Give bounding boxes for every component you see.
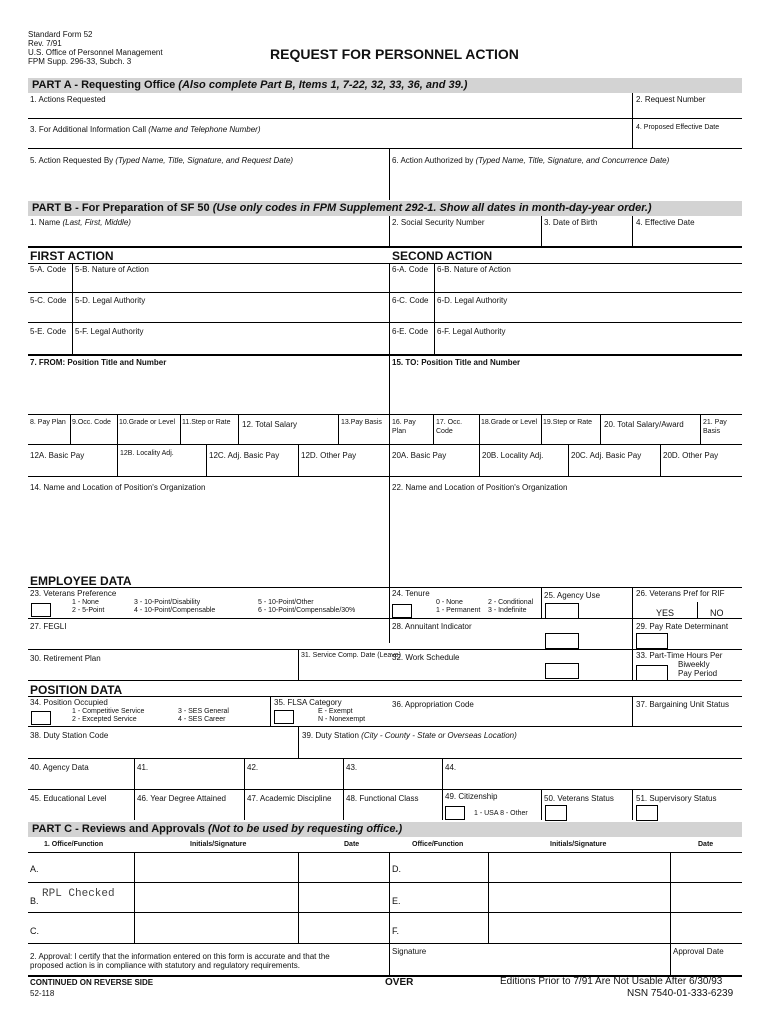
code-6c-label: 6-C. Code [392,296,429,305]
work-schedule-box[interactable] [545,663,579,679]
vet-opt-3: 3 - 10-Point/Disability [134,599,201,606]
form-stock-number: 52-118 [30,989,55,998]
position-data-heading: POSITION DATA [30,683,123,697]
position-occupied-label: 34. Position Occupied [30,698,108,707]
pay-basis-21-label-2: Basis [703,428,721,435]
part-a-header: PART A - Requesting Office (Also complete Part B, Items 1, 7-22, 32, 33, 36, and 39.) [28,78,742,93]
legal-6d-label: 6-D. Legal Authority [437,296,508,305]
citizenship-opts: 1 - USA 8 - Other [474,810,528,817]
editions-note: Editions Prior to 7/91 Are Not Usable After 6/30/93 [500,976,723,987]
org-14-label: 14. Name and Location of Position's Organization [30,483,206,492]
effective-date-label: 4. Effective Date [636,218,695,227]
basic-pay-20a-label: 20A. Basic Pay [392,451,447,460]
tenure-opt-1: 1 - Permanent [436,607,481,614]
work-schedule-label: 32. Work Schedule [392,653,460,662]
appropriation-label: 36. Appropriation Code [392,700,474,709]
pos-opt-3: 3 - SES General [178,708,229,715]
name-label: 1. Name (Last, First, Middle) [30,218,131,227]
actions-requested-field[interactable] [28,104,631,118]
flsa-opt-n: N - Nonexempt [318,716,366,723]
legal-5f-label: 5-F. Legal Authority [75,327,144,336]
agency-use-label: 25. Agency Use [544,591,601,600]
service-comp-label: 31. Service Comp. Date (Leave) [301,652,401,659]
occ-code-9-label: 9.Occ. Code [72,419,111,426]
col-office: 1. Office/Function [44,841,104,848]
other-pay-12d-label: 12D. Other Pay [301,451,357,460]
proposed-effective-date-label: 4. Proposed Effective Date [636,124,720,131]
to-position-label: 15. TO: Position Title and Number [392,358,521,367]
additional-info-label: 3. For Additional Information Call (Name and Telephone Number) [30,125,261,134]
nature-6b-label: 6-B. Nature of Action [437,265,511,274]
agency-44-label: 44. [445,763,457,772]
from-position-label: 7. FROM: Position Title and Number [30,358,167,367]
col-date: Date [344,841,360,848]
col-date-2: Date [698,841,714,848]
locality-12b-label: 12B. Locality Adj. [120,450,174,457]
citizenship-box[interactable] [445,806,465,820]
row-c: C. [30,926,39,936]
pay-plan-16-label: 16. Pay [392,419,416,426]
bargaining-label: 37. Bargaining Unit Status [636,700,729,709]
col-office-2: Office/Function [412,841,464,848]
employee-data-heading: EMPLOYEE DATA [30,574,132,588]
flsa-opt-e: E - Exempt [318,708,353,715]
grade-18-label: 18.Grade or Level [481,419,538,426]
signature-label: Signature [392,947,427,956]
rif-yes[interactable]: YES [656,608,675,618]
vet-opt-1: 1 - None [72,599,99,606]
other-pay-20d-label: 20D. Other Pay [663,451,719,460]
vet-opt-2: 2 - 5-Point [72,607,105,614]
total-salary-20-label: 20. Total Salary/Award [604,420,684,429]
academic-label: 47. Academic Discipline [247,794,332,803]
code-5c-label: 5-C. Code [30,296,67,305]
row-e: E. [392,896,401,906]
row-d: D. [392,864,401,874]
agency-use-box[interactable] [545,603,579,619]
row-a: A. [30,864,39,874]
part-time-hours-label-3: Pay Period [678,669,718,678]
agency-41-label: 41. [137,763,149,772]
veterans-pref-box[interactable] [31,603,51,617]
supervisory-label: 51. Supervisory Status [636,794,717,803]
citizenship-label: 49. Citizenship [445,792,498,801]
pay-rate-det-box[interactable] [636,633,668,649]
duty-station-code-label: 38. Duty Station Code [30,731,109,740]
legal-5d-label: 5-D. Legal Authority [75,296,146,305]
continued-reverse: CONTINUED ON REVERSE SIDE [30,978,154,987]
veterans-status-box[interactable] [545,805,567,821]
part-time-hours-label-2: Biweekly [678,660,710,669]
date-of-birth-label: 3. Date of Birth [544,218,598,227]
agency-data-label: 40. Agency Data [30,763,89,772]
over-label: OVER [385,977,414,988]
position-occupied-box[interactable] [31,711,51,725]
edu-level-label: 45. Educational Level [30,794,107,803]
form-agency: U.S. Office of Personnel Management [28,48,163,57]
step-11-label: 11.Step or Rate [182,419,231,426]
tenure-label: 24. Tenure [392,589,430,598]
tenure-opt-3: 3 - Indefinite [488,607,527,614]
duty-station-label: 39. Duty Station (City - County - State or Overseas Location) [302,731,517,740]
vet-opt-4: 4 - 10-Point/Compensable [134,607,216,614]
nature-5b-label: 5-B. Nature of Action [75,265,149,274]
part-time-hours-label: 33. Part-Time Hours Per [636,651,723,660]
first-action-heading: FIRST ACTION [30,249,114,263]
approval-date-label: Approval Date [673,947,724,956]
row-f: F. [392,926,400,936]
org-22-label: 22. Name and Location of Position's Organization [392,483,568,492]
pay-plan-16-label-2: Plan [392,428,407,435]
year-degree-label: 46. Year Degree Attained [137,794,226,803]
basic-pay-12a-label: 12A. Basic Pay [30,451,85,460]
col-initials: Initials/Signature [190,841,247,848]
supervisory-box[interactable] [636,805,658,821]
veterans-rif-label: 26. Veterans Pref for RIF [636,589,725,598]
flsa-box[interactable] [274,710,294,724]
tenure-opt-2: 2 - Conditional [488,599,534,606]
occ-code-17-label: 17. Occ. [436,419,463,426]
pos-opt-4: 4 - SES Career [178,716,226,723]
occ-code-17-label-2: Code [436,428,453,435]
form-supplement: FPM Supp. 296-33, Subch. 3 [28,57,132,66]
adj-basic-20c-label: 20C. Adj. Basic Pay [571,451,642,460]
pos-opt-2: 2 - Excepted Service [72,716,137,723]
annuitant-label: 28. Annuitant Indicator [392,622,472,631]
retirement-plan-label: 30. Retirement Plan [30,654,101,663]
agency-42-label: 42. [247,763,259,772]
code-6a-label: 6-A. Code [392,265,429,274]
second-action-heading: SECOND ACTION [392,249,493,263]
code-5e-label: 5-E. Code [30,327,67,336]
grade-10-label: 10.Grade or Level [119,419,176,426]
code-5a-label: 5-A. Code [30,265,67,274]
pay-basis-13-label: 13.Pay Basis [341,419,382,426]
part-time-box[interactable] [636,665,668,681]
form-number: Standard Form 52 [28,30,93,39]
action-requested-by-label: 5. Action Requested By (Typed Name, Title, Signature, and Request Date) [30,156,294,165]
flsa-label: 35. FLSA Category [274,698,342,707]
agency-43-label: 43. [346,763,358,772]
pay-plan-8-label: 8. Pay Plan [30,419,66,426]
adj-basic-12c-label: 12C. Adj. Basic Pay [209,451,280,460]
annuitant-box[interactable] [545,633,579,649]
approval-text-2: proposed action is in compliance with statutory and regulatory requirements. [30,961,300,970]
pos-opt-1: 1 - Competitive Service [72,708,145,715]
vet-opt-5: 5 - 10-Point/Other [258,599,314,606]
tenure-opt-0: 0 - None [436,599,463,606]
rpl-checked-stamp: RPL Checked [42,888,115,900]
row-b: B. [30,896,39,906]
form-title: REQUEST FOR PERSONNEL ACTION [270,46,519,62]
fegli-label: 27. FEGLI [30,622,67,631]
code-6e-label: 6-E. Code [392,327,429,336]
form-revision: Rev. 7/91 [28,39,62,48]
actions-requested-label: 1. Actions Requested [30,95,106,104]
pay-basis-21-label: 21. Pay [703,419,727,426]
nsn-number: NSN 7540-01-333-6239 [627,988,734,999]
ssn-label: 2. Social Security Number [392,218,485,227]
approval-text: 2. Approval: I certify that the information entered on this form is accurate and that the [30,952,330,961]
request-number-label: 2. Request Number [636,95,706,104]
veterans-status-label: 50. Veterans Status [544,794,614,803]
legal-6f-label: 6-F. Legal Authority [437,327,506,336]
pay-rate-det-label: 29. Pay Rate Determinant [636,622,729,631]
vet-opt-6: 6 - 10-Point/Compensable/30% [258,607,356,614]
step-19-label: 19.Step or Rate [543,419,593,426]
total-salary-12-label: 12. Total Salary [242,420,297,429]
part-b-header: PART B - For Preparation of SF 50 (Use only codes in FPM Supplement 292-1. Show all dates in month-day-year order.) [28,201,742,216]
tenure-box[interactable] [392,604,412,618]
action-authorized-by-label: 6. Action Authorized by (Typed Name, Title, Signature, and Concurrence Date) [392,156,670,165]
rif-no[interactable]: NO [710,608,724,618]
functional-class-label: 48. Functional Class [346,794,419,803]
col-initials-2: Initials/Signature [550,841,607,848]
part-c-header: PART C - Reviews and Approvals (Not to be used by requesting office.) [28,822,742,837]
locality-20b-label: 20B. Locality Adj. [482,451,544,460]
veterans-pref-label: 23. Veterans Preference [30,589,117,598]
